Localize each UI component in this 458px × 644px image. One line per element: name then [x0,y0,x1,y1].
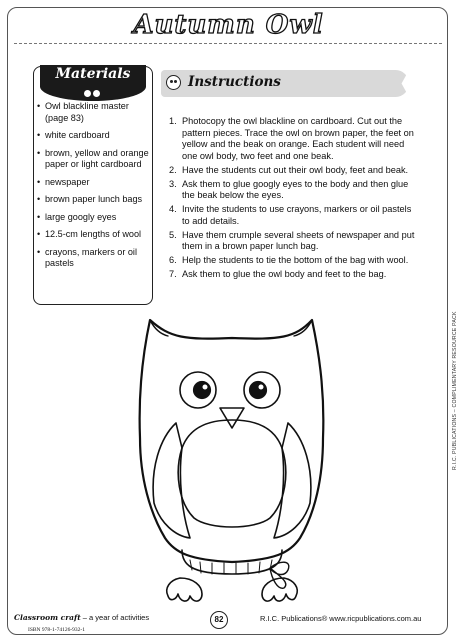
step-text: Ask them to glue the owl body and feet to the bag. [182,269,387,279]
step-text: Help the students to tie the bottom of the bag with wool. [182,255,409,265]
instruction-step [169,116,415,162]
materials-list [36,101,152,276]
owl-face-icon [166,75,181,90]
instruction-step [169,165,415,177]
step-text: Ask them to glue googly eyes to the body and then glue the beak below the eyes. [182,178,409,200]
footer-publisher: R.I.C. Publications® www.ricpublications.com.au [260,614,422,623]
instructions-list [169,116,415,283]
step-text: Photocopy the owl blackline on cardboard. Cut out the pattern pieces. Trace the owl on brown paper, the feet on yellow and the beak on orange. Each student will need one owl body, two feet and one beak. [182,116,414,161]
materials-item: • brown paper lunch bags [36,194,152,206]
instruction-step [169,269,415,281]
step-number: 4. [169,204,177,214]
owl-chest [178,420,286,527]
step-number: 1. [169,116,177,126]
materials-item: • newspaper [36,177,152,189]
owl-right-foot [262,578,297,601]
step-number: 2. [169,164,177,175]
step-text: Have the students cut out their owl body, feet and beak. [182,164,409,175]
materials-item: • brown, yellow and orange paper or light cardboard [36,148,152,171]
step-text: Have them crumple several sheets of newspaper and put them in a brown paper lunch bag. [182,229,415,251]
page-number: 82 [210,611,228,629]
step-number: 7. [169,269,177,279]
instruction-step [169,255,415,267]
owl-illustration [120,298,345,610]
owl-left-foot [167,578,202,601]
step-number: 5. [169,229,177,240]
owl-left-wing [153,423,190,538]
step-number: 3. [169,178,177,189]
wool-bow [270,562,289,588]
materials-item: • 12.5-cm lengths of wool [36,229,152,241]
owl-beak [220,408,244,428]
instruction-step [169,204,415,227]
materials-item: • white cardboard [36,130,152,142]
page-title: Autumn Owl [133,10,324,40]
book-subtitle: – a year of activities [80,613,150,622]
materials-heading: Materials [55,66,131,82]
materials-item: • large googly eyes [36,212,152,224]
footer-isbn: ISBN 978-1-74126-932-1 [28,627,85,633]
materials-item: • crayons, markers or oil pastels [36,247,152,270]
materials-item: • Owl blackline master (page 83) [36,101,152,124]
step-number: 6. [169,255,177,265]
step-text: Invite the students to use crayons, markers or oil pastels to add details. [182,204,412,226]
instructions-heading: Instructions [188,74,281,90]
footer-book-title [14,613,149,622]
side-copyright-text: R.I.C. PUBLICATIONS – COMPLIMENTARY RESOURCE PACK [452,311,458,470]
book-title: Classroom craft [14,613,81,622]
instruction-step [169,179,415,202]
instruction-step [169,230,415,253]
owl-right-wing [274,423,311,538]
title-divider [14,43,442,44]
owl-eyes-icon [84,84,102,93]
